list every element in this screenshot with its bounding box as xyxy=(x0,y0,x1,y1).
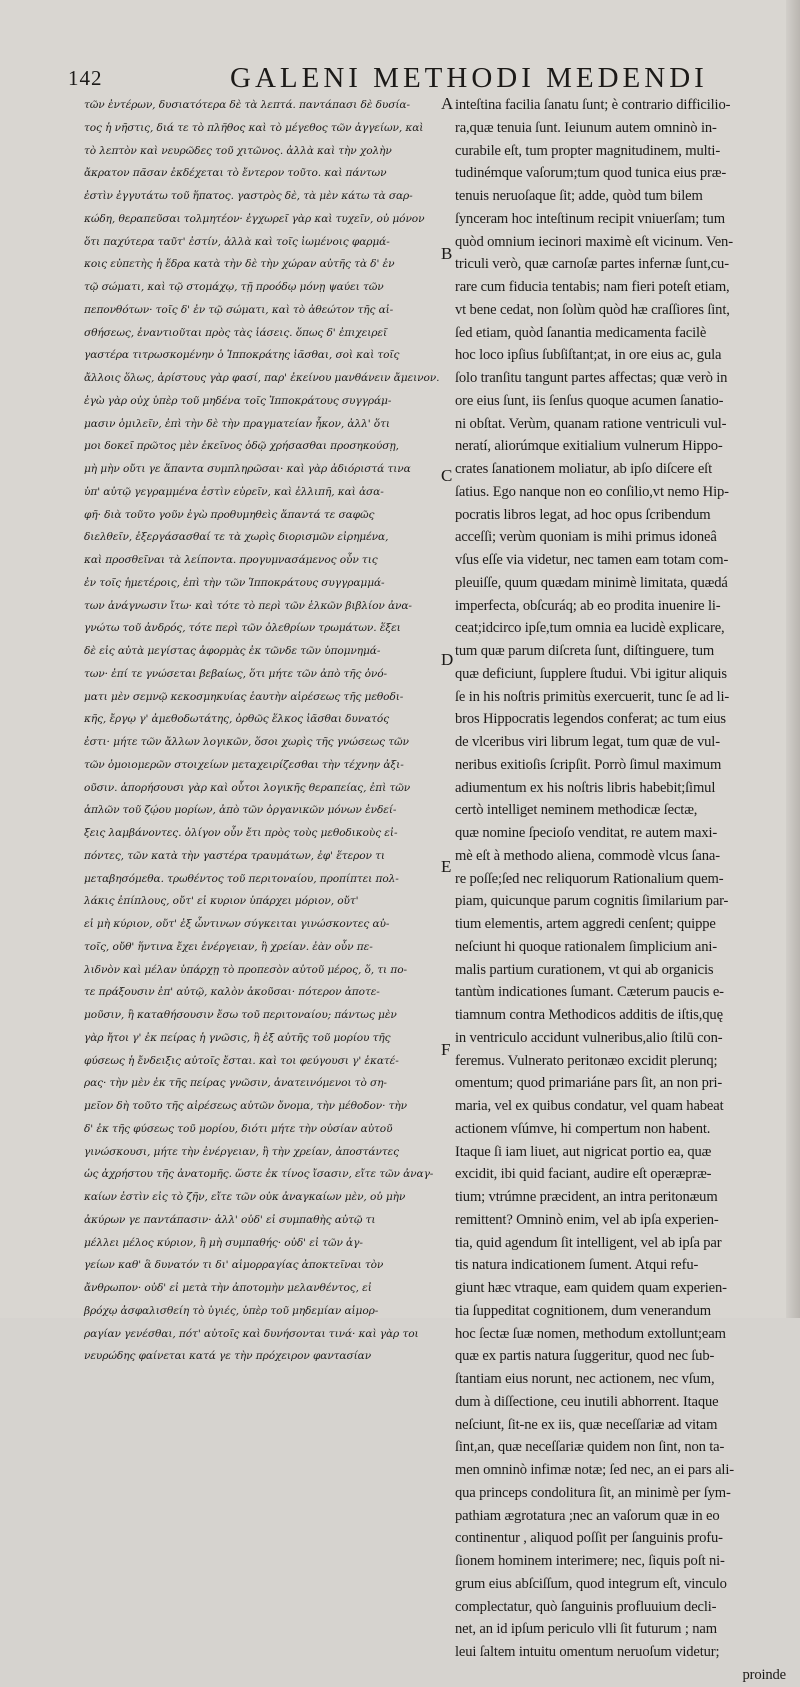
running-title: GALENI METHODI MEDENDI xyxy=(230,62,708,94)
latin-text-line: hoc loco ipſius ſubſiſtant;at, in ore eius ac, gula xyxy=(455,347,722,364)
latin-text-line: neſciunt hi quoque rationalem ſimplicium ani- xyxy=(455,938,717,955)
greek-text-line: καὶ προσθεῖναι τὰ λείποντα. προγυμνασάμενος οὖν τις xyxy=(84,554,378,566)
greek-text-line: των ἀνάγνωσιν ἴτω· καὶ τότε τὸ περὶ τῶν ἑλκῶν βιβλίον ἀνα- xyxy=(84,599,412,612)
greek-text-line: διελθεῖν, ἐξεργάσασθαί τε τὰ χωρὶς διορισμῶν εἰρημένα, xyxy=(84,531,389,544)
greek-text-line: λιδνὸν καὶ μέλαν ὑπάρχῃ τὸ προπεσὸν αὐτοῦ μέρος, ὅ, τι πο- xyxy=(84,963,407,976)
greek-text-line: κῆς, ἔργῳ γ' ἀμεθοδωτάτης, ὀρθῶς ἕλκος ἰᾶσθαι δυνατός xyxy=(84,713,390,726)
latin-text-line: vſus eſſe via videtur, nec tamen eam totam com- xyxy=(455,552,729,568)
greek-text-line: γινώσκουσι, μήτε τὴν ἐνέργειαν, ἢ τὴν χρείαν, ἀποστάντες xyxy=(84,1145,399,1158)
greek-text-line: ραγίαν γενέσθαι, πότ' αὐτοῖς καὶ δυνήσονται τινά· καὶ γὰρ τοι xyxy=(84,1327,419,1340)
greek-text-line: γείων καθ' ἃ δυνατόν τι δι' αἱμορραγίας ἀποκτεῖναι τὸν xyxy=(84,1259,384,1272)
latin-text-line: giunt hæc vtraque, eam quidem quam experien- xyxy=(455,1280,727,1296)
latin-text-line: remittent? Omninò enim, vel ab ipſa experien- xyxy=(455,1211,719,1228)
latin-text-line: continentur , aliquod poſſit per ſanguinis profu- xyxy=(455,1530,723,1547)
margin-marker-c: C xyxy=(441,466,453,485)
latin-text-line: mè eſt à methodo aliena, commodè vlcus ſana- xyxy=(455,847,720,864)
latin-text-line: malis partium curationem, vt qui ab organicis xyxy=(455,961,714,978)
greek-text-line: γαστέρα τιτρωσκομένην ὁ Ἱπποκράτης ἰᾶσθαι, σοὶ καὶ τοῖς xyxy=(84,349,400,362)
latin-text-line: re poſſe;ſed nec reliquorum Rationalium quem- xyxy=(455,870,724,887)
latin-text-line: tantùm indicationes ſumant. Cæterum paucis e- xyxy=(455,984,724,1001)
page-number: 142 xyxy=(68,66,103,90)
greek-text-line: γνώτω τοῦ ἀνδρός, τότε περὶ τῶν ὀλεθρίων τρωμάτων. ἕξει xyxy=(84,622,401,635)
greek-text-line: εἰ μὴ κύριον, οὔτ' ἐξ ὧντινων σύγκειται γινώσκοντες αὐ- xyxy=(84,918,390,930)
latin-text-line: qua princeps condolitura ſit, an minimè per ſym- xyxy=(455,1484,731,1501)
latin-text-line: triculi verò, quæ carnoſæ partes infernæ ſunt,cu- xyxy=(455,256,729,273)
greek-text-line: των· ἐπί τε γνώσεται βεβαίως, ὅτι μήτε τῶν ἀπὸ τῆς ὀνό- xyxy=(84,667,388,680)
greek-text-line: τοῖς, οὔθ' ἥντινα ἔχει ἐνέργειαν, ἢ χρείαν. ἐὰν οὖν πε- xyxy=(84,940,373,953)
latin-text-line: ſed etiam, quòd ſanantia medicamenta facilè xyxy=(455,324,707,341)
greek-text-line: ἐγὼ γὰρ οὐχ ὑπὲρ τοῦ μηδένα τοῖς Ἱπποκράτους συγγράμ- xyxy=(84,394,392,407)
latin-text-line: ſolo tranſitu tangunt partes affectas; quæ verò in xyxy=(455,370,728,386)
greek-text-line: ξεις λαμβάνοντες. ὀλίγον οὖν ἔτι πρὸς τοὺς μεθοδικοὺς εἰ- xyxy=(84,827,398,839)
latin-text-line: tia ſuppeditat cognitionem, dum venerandum xyxy=(455,1302,711,1319)
greek-text-line: ὑπ' αὐτῷ γεγραμμένα ἐστὶν εὑρεῖν, καὶ ἐλλιπῆ, καὶ ἀσα- xyxy=(84,485,384,498)
latin-text-line: ſatius. Ego nanque non eo conſilio,vt nemo Hip- xyxy=(455,483,729,500)
latin-text-line: ſe in his noſtris primitùs exercuerit, tunc ſe ad li- xyxy=(455,688,730,705)
latin-text-line: ſynceram hoc inteſtinum recipit vniuerſam; tum xyxy=(455,210,725,227)
latin-text-line: net, an id ipſum periculo vlli ſit futurum ; nam xyxy=(455,1621,717,1638)
greek-text-line: ἐστι· μήτε τῶν ἄλλων λογικῶν, ὅσοι χωρὶς τῆς γνώσεως τῶν xyxy=(84,736,409,748)
latin-text-line: tudinémque vaſorum;tum quod tunica eius præ- xyxy=(455,165,727,182)
latin-text-line: in ventriculo accidunt vulneribus,alio ſtilū con- xyxy=(455,1029,723,1046)
latin-text-line: ſint,an, quæ neceſſariæ quidem non ſint, non ta- xyxy=(455,1439,725,1456)
latin-text-line: complectatur, quò ſanguinis profluuium decli- xyxy=(455,1598,717,1615)
latin-text-line: imperfecta, obſcuráq; ab eo prodita inuenire li- xyxy=(455,597,721,614)
greek-text-line: ἄνθρωπον· οὐδ' εἰ μετὰ τὴν ἀποτομὴν μελανθέντος, εἰ xyxy=(84,1282,372,1294)
greek-text-line: κώδη, θεραπεῦσαι τολμητέον· ἐγχωρεῖ γὰρ καὶ τυχεῖν, οὐ μόνον xyxy=(84,212,425,225)
latin-text-line: acceſſi; verùm quoniam is mihi primus idoneâ xyxy=(455,529,717,546)
greek-text-line: ἁπλῶν τοῦ ζῴου μορίων, ἀπὸ τῶν ὀργανικῶν μόνων ἐνδεί- xyxy=(84,804,397,817)
latin-text-line: leui ſaltem intuitu omentum neruoſum videtur; xyxy=(455,1644,720,1660)
latin-text-line: proinde xyxy=(742,1666,786,1683)
latin-text-line: certò intelliget neminem methodicæ ſectæ, xyxy=(455,802,698,819)
latin-text-line: grum eius abſciſſum, quod integrum eſt, vinculo xyxy=(455,1575,727,1592)
latin-text-line: bros Hippocratis legendos conferat; ac tum eius xyxy=(455,711,726,728)
latin-text-line: neribus exitioſis ſcripſit. Porrò ſimul maximum xyxy=(455,756,722,773)
greek-text-line: τῶν ἐντέρων, δυσιατότερα δὲ τὰ λεπτά. παντάπασι δὲ δυσία- xyxy=(84,99,410,111)
latin-text-line: rare cum fiducia tentabis; nam fieri poteſt etiam, xyxy=(455,279,730,295)
greek-text-line: δ' ἐκ τῆς φύσεως τοῦ μορίου, διότι μήτε τὴν οὐσίαν αὐτοῦ xyxy=(84,1122,393,1135)
latin-text-line: excidit, ibi quid faciant, audire eſt operæpræ- xyxy=(455,1166,712,1183)
greek-text-line: φύσεως ἡ ἔνδειξις αὐτοῖς ἔσται. καὶ τοι φεύγουσι γ' ἑκατέ- xyxy=(84,1054,399,1067)
greek-text-column xyxy=(84,94,439,1368)
greek-text-line: οῦσιν. ἀπορήσουσι γὰρ καὶ οὗτοι λογικῆς θεραπείας, ἐπὶ τῶν xyxy=(84,781,411,794)
greek-text-line: μεταβησόμεθα. τρωθέντος τοῦ περιτοναίου, προπίπτει πολ- xyxy=(84,872,399,885)
latin-text-line: adiumentum ex his noſtris libris habebit;ſimul xyxy=(455,779,716,796)
greek-text-line: μὴ μὴν οὔτι γε ἅπαντα συμπληρῶσαι· καὶ γὰρ ἀδιόριστά τινα xyxy=(84,463,411,475)
margin-marker-b: B xyxy=(441,244,453,263)
latin-text-line: tiamnum contra Methodicos additis de iſtis,quę xyxy=(455,1007,723,1023)
greek-text-line: πόντες, τῶν κατὰ τὴν γαστέρα τραυμάτων, ἐφ' ἕτερον τι xyxy=(84,849,385,862)
latin-text-line: quæ nomine ſpecioſo venditat, re autem maxi- xyxy=(455,825,718,841)
latin-text-line: ſionem hominem interimere; nec, ſiquis poſt ni- xyxy=(455,1553,725,1569)
latin-text-line: tenuis neruoſaque ſit; adde, quòd tum bilem xyxy=(455,188,703,204)
page-edge-shadow xyxy=(786,0,800,1318)
greek-text-line: βρόχῳ ἀσφαλισθείη τὸ ὑγιές, ὑπὲρ τοῦ μηδεμίαν αἱμορ- xyxy=(84,1304,379,1317)
greek-text-line: φῆ· διὰ τοῦτο γοῦν ἐγὼ προθυμηθεὶς ἅπαντά τε σαφῶς xyxy=(84,508,375,521)
greek-text-line: κοις εὐπετὴς ἡ ἕδρα κατὰ τὴν δὲ τὴν χώραν αὐτῆς τὰ δ' ἐν xyxy=(84,258,395,271)
latin-text-line: neſciunt, ſit-ne ex iis, quæ neceſſariæ ad vitam xyxy=(455,1416,718,1433)
latin-text-line: omentum; quod primariáne pars ſit, an non pri- xyxy=(455,1075,723,1092)
greek-text-line: ρας· τὴν μὲν ἐκ τῆς πείρας γνῶσιν, ἀνατεινόμενοι τὸ ση- xyxy=(84,1077,387,1090)
latin-text-line: pocratis libros legat, ad hoc opus ſcribendum xyxy=(455,506,711,523)
greek-text-line: μέλλει μέλος κύριον, ἢ μὴ συμπαθής· οὐδ' εἰ τῶν ἀγ- xyxy=(84,1236,363,1249)
latin-text-line: quæ ex partis natura ſuggeritur, quod nec ſub- xyxy=(455,1348,715,1365)
greek-text-line: ἐστὶν ἐγγυτάτω τοῦ ἥπατος. γαστρὸς δὲ, τὰ μὲν κάτω τὰ σαρ- xyxy=(84,190,413,202)
greek-text-line: πεπονθότων· τοῖς δ' ἐν τῷ σώματι, καὶ τὸ ἀθεώτον τῆς αἰ- xyxy=(84,303,394,316)
latin-text-line: ſtantiam eius norunt, nec actionem, nec vſum, xyxy=(455,1371,715,1387)
latin-text-line: men omninò infimæ notæ; ſed nec, an ei pars ali- xyxy=(455,1462,734,1478)
latin-text-line: tium; vtrúmne præcident, an intra peritonæum xyxy=(455,1189,718,1205)
margin-marker-d: D xyxy=(441,650,454,669)
latin-text-line: piam, quicunque parum cognitis ſimilarium par- xyxy=(455,893,729,910)
latin-text-line: quòd omnium iecinori maximè eſt vicinum. Ven- xyxy=(455,233,733,250)
greek-text-line: τῷ σώματι, καὶ τῷ στομάχῳ, τῇ προόδῳ μόνῃ ψαύει τῶν xyxy=(84,281,384,293)
greek-text-line: λάκις ἐπίπλους, οὔτ' εἰ κυριον ὑπάρχει μόριον, οὔτ' xyxy=(84,895,359,908)
greek-text-line: τῶν ὁμοιομερῶν στοιχείων μεταχειρίζεσθαι τὴν τέχνην ἀξι- xyxy=(84,758,404,771)
latin-text-line: pathiam ægrotatura ;nec an vaſorum quæ in eo xyxy=(455,1507,720,1524)
margin-marker-f: F xyxy=(441,1040,451,1059)
greek-text-line: τε πράξουσιν ἐπ' αὐτῷ, καλὸν ἀκοῦσαι· πότερον ἀποτε- xyxy=(84,986,380,999)
latin-text-line: crates ſanationem moliatur, ab ipſo diſcere eſt xyxy=(455,461,712,477)
greek-text-line: ἐν τοῖς ἡμετέροις, ἐπὶ τὴν τῶν Ἱπποκράτους συγγραμμά- xyxy=(84,576,385,589)
greek-text-line: μοῦσιν, ἢ καταθήσουσιν ἔσω τοῦ περιτοναίου; πάντως μὲν xyxy=(84,1009,397,1021)
latin-text-line: inteſtina facilia ſanatu ſunt; è contrario difficilio- xyxy=(455,97,731,113)
latin-text-line: tis natura indicationem ſument. Atqui refu- xyxy=(455,1257,699,1274)
latin-text-line: Itaque ſi iam liuet, aut nigricat portio ea, quæ xyxy=(455,1143,712,1160)
latin-text-line: tium elementis, artem aggredi cenſent; quippe xyxy=(455,916,716,932)
greek-text-line: δὲ εἰς αὐτὰ μεγίστας ἀφορμὰς ἐκ τῶνδε τῶν ὑπομνημά- xyxy=(84,645,381,657)
latin-text-line: curabile eſt, tum propter magnitudinem, multi- xyxy=(455,142,721,159)
greek-text-line: τος ἡ νῆστις, διά τε τὸ πλῆθος καὶ τὸ μέγεθος τῶν ἀγγείων, καὶ xyxy=(84,121,424,134)
greek-text-line: σθήσεως, ἐναντιοῦται πρὸς τὰς ἰάσεις. ὅπως δ' ἐπιχειρεῖ xyxy=(84,326,388,339)
greek-text-line: ἄλλοις ὅλως, ἀρίστους γὰρ φασί, παρ' ἐκείνου μανθάνειν ἄμεινον. xyxy=(84,372,440,384)
greek-text-line: ὡς ἀχρήστου τῆς ἀνατομῆς. ὥστε ἐκ τίνος ἴσασιν, εἴτε τῶν ἀναγ- xyxy=(84,1168,434,1181)
latin-text-line: maria, vel ex quibus condatur, vel quam habeat xyxy=(455,1098,724,1114)
greek-text-line: ἄκρατον πᾶσαν ἐκδέχεται τὸ ἔντερον τοῦτο. καὶ πάντων xyxy=(84,167,387,180)
greek-text-line: καίων ἐστὶν εἰς τὸ ζῆν, εἴτε τῶν οὐκ ἀναγκαίων μὲν, οὐ μὴν xyxy=(84,1191,406,1203)
latin-text-line: hoc ſectæ ſuæ nomen, methodum extollunt;eam xyxy=(455,1325,726,1342)
greek-text-line: γὰρ ἤτοι γ' ἐκ πείρας ἡ γνῶσις, ἢ ἐξ αὐτῆς τοῦ μορίου τῆς xyxy=(84,1031,391,1044)
greek-text-line: τὸ λεπτὸν καὶ νευρῶδες τοῦ χιτῶνος. ἀλλὰ καὶ τὴν χολὴν xyxy=(84,144,392,157)
latin-text-line: dum à diſſectione, ceu inutili abhorrent. Itaque xyxy=(455,1393,719,1410)
latin-text-line: quæ deficiunt, ſupplere ſtudui. Vbi igitur aliquis xyxy=(455,665,727,682)
latin-text-column xyxy=(455,94,790,1687)
latin-text-line: neratí, aliorúmque exitialium vulnerum Hippo- xyxy=(455,438,723,455)
margin-marker-e: E xyxy=(441,857,452,876)
greek-text-line: μοι δοκεῖ πρῶτος μὲν ἐκεῖνος ὁδῷ χρήσασθαι προσηκούσῃ, xyxy=(84,440,399,453)
latin-text-line: vt bene cedat, non ſolùm quòd hæ craſſiores ſint, xyxy=(455,301,730,318)
greek-text-line: ἀκύρων γε παντάπασιν· ἀλλ' οὐδ' εἰ συμπαθὴς αὐτῷ τι xyxy=(84,1213,376,1226)
latin-text-line: tum quæ parum diſcreta ſunt, diſtinguere, tum xyxy=(455,643,715,659)
latin-text-line: de vlceribus viri librum legat, tum quæ de vul- xyxy=(455,734,720,750)
latin-text-line: ceat;idcirco ipſe,tum omnia ea lucidè explicare, xyxy=(455,620,725,637)
latin-text-line: actionem vſúmve, hi compertum non habent. xyxy=(455,1120,711,1137)
greek-text-line: ὅτι παχύτερα ταῦτ' ἐστίν, ἀλλὰ καὶ τοῖς ἰωμένοις φαρμά- xyxy=(84,235,390,248)
greek-text-line: μεῖον δὴ τοῦτο τῆς αἱρέσεως αὐτῶν ὄνομα, τὴν μέθοδον· τὴν xyxy=(84,1100,407,1112)
latin-text-line: pleuiſſe, quum quædam minimè limitata, quædá xyxy=(455,574,728,591)
greek-text-line: μασιν ὁμιλεῖν, ἐπὶ τὴν δὲ τὴν πραγματείαν ἧκον, ἀλλ' ὅτι xyxy=(84,417,390,430)
margin-marker-a: A xyxy=(441,94,454,113)
latin-text-line: feremus. Vulnerato peritonæo excidit plerunq; xyxy=(455,1052,718,1069)
latin-text-line: tia, quid agendum ſit intelligent, vel ab ipſa par xyxy=(455,1234,722,1251)
greek-text-line: νευρώδης φαίνεται κατά γε τὴν πρόχειρον φαντασίαν xyxy=(84,1350,372,1363)
latin-text-line: ore eius ſunt, iis ſenſus quoque acumen ſanatio- xyxy=(455,392,724,409)
greek-text-line: ματι μὲν σεμνῷ κεκοσμηκυίας ἑαυτὴν αἱρέσεως τῆς μεθοδι- xyxy=(84,690,404,703)
latin-text-line: ni obſtat. Verùm, quanam ratione ventriculi vul- xyxy=(455,415,727,432)
latin-text-line: ra,quæ tenuia ſunt. Ieiunum autem omninò in- xyxy=(455,119,717,136)
